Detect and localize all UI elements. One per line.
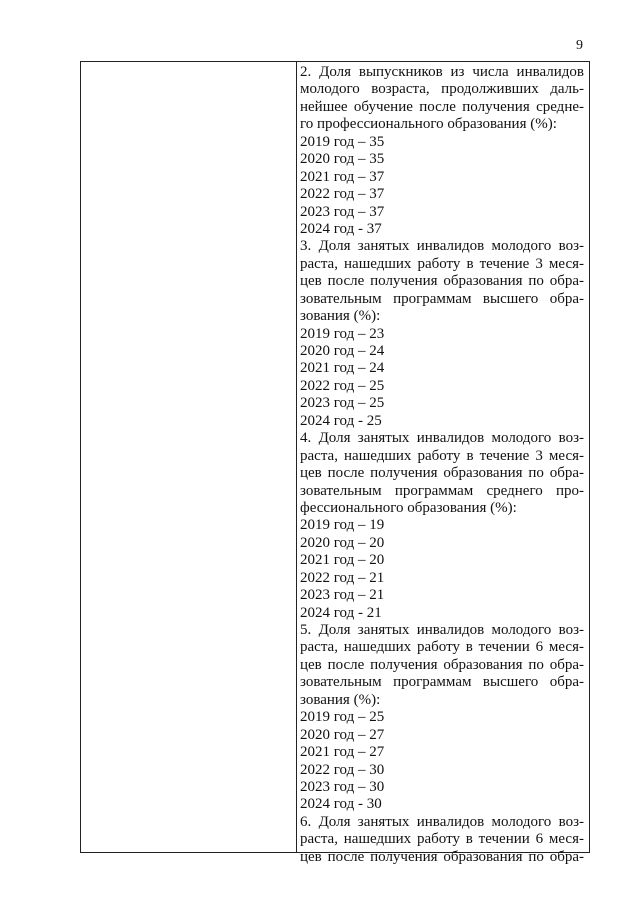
- indicator-table: [80, 61, 590, 865]
- text-line: нейшее обучение после получения средне-: [300, 98, 584, 115]
- text-line: молодого возраста, продолживших даль-: [300, 81, 584, 98]
- text-line: 2024 год - 30: [300, 796, 382, 813]
- text-line: 2019 год – 35: [300, 133, 385, 150]
- table-right-column: [300, 64, 584, 865]
- text-line: раста, нашедших работу в течении 6 меся-: [300, 831, 584, 848]
- text-line: 2019 год – 25: [300, 709, 385, 726]
- text-line: фессионального образования (%):: [300, 499, 517, 516]
- text-line: 6. Доля занятых инвалидов молодого воз-: [300, 813, 584, 830]
- text-line: 2020 год – 24: [300, 343, 385, 359]
- table-left-column: [81, 62, 297, 852]
- text-line: 2022 год – 25: [300, 377, 385, 394]
- text-line: 3. Доля занятых инвалидов молодого воз-: [300, 238, 584, 255]
- text-line: зовательным программам высшего обра-: [300, 674, 584, 691]
- text-line: зовательным программам среднего про-: [300, 482, 584, 499]
- text-line: 2024 год - 37: [300, 220, 382, 237]
- text-line: 4. Доля занятых инвалидов молодого воз-: [300, 430, 584, 447]
- text-line: 5. Доля занятых инвалидов молодого воз-: [300, 622, 584, 638]
- page-number: 9: [576, 38, 583, 53]
- text-line: зовательным программам высшего обра-: [300, 290, 584, 307]
- text-line: 2022 год – 37: [300, 186, 385, 203]
- text-line: зования (%):: [300, 691, 381, 708]
- text-line: 2020 год – 20: [300, 534, 385, 551]
- text-line: цев после получения образования по обра-: [300, 656, 584, 673]
- text-line: 2023 год – 37: [300, 203, 385, 220]
- text-line: 2022 год – 30: [300, 761, 385, 778]
- text-line: 2021 год – 24: [300, 360, 385, 377]
- text-line: раста, нашедших работу в течении 6 меся-: [300, 639, 584, 656]
- text-line: го профессионального образования (%):: [300, 116, 557, 133]
- text-line: раста, нашедших работу в течение 3 меся-: [300, 255, 584, 272]
- text-line: 2019 год – 23: [300, 325, 385, 342]
- text-line: 2023 год – 25: [300, 395, 385, 412]
- text-line: 2021 год – 37: [300, 168, 385, 185]
- text-line: 2020 год – 27: [300, 726, 385, 743]
- text-line: 2024 год - 25: [300, 412, 382, 429]
- text-line: зования (%):: [300, 308, 381, 325]
- text-line: цев после получения образования по обра-: [300, 465, 584, 482]
- text-line: цев после получения образования по обра-: [300, 848, 584, 865]
- text-line: 2024 год - 21: [300, 604, 382, 621]
- text-line: 2020 год – 35: [300, 151, 385, 168]
- text-line: 2022 год – 21: [300, 569, 385, 586]
- text-line: 2. Доля выпускников из числа инвалидов: [300, 64, 584, 80]
- text-line: 2019 год – 19: [300, 517, 385, 534]
- text-line: раста, нашедших работу в течение 3 меся-: [300, 447, 584, 464]
- text-line: цев после получения образования по обра-: [300, 273, 584, 290]
- text-line: 2023 год – 21: [300, 587, 385, 604]
- text-line: 2021 год – 20: [300, 552, 385, 569]
- text-line: 2023 год – 30: [300, 778, 385, 795]
- text-line: 2021 год – 27: [300, 744, 385, 761]
